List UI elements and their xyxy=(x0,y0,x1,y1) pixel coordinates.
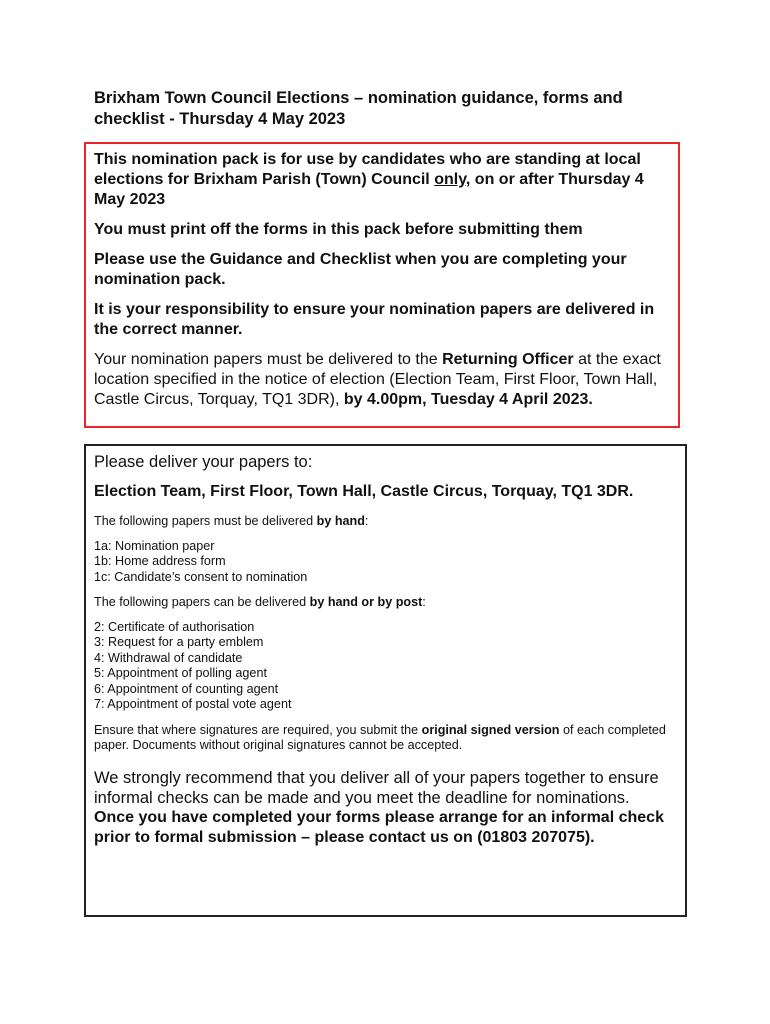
notice-scope-only: only, xyxy=(434,171,471,188)
informal-check-contact: Once you have completed your forms please arrange for an informal check prior to formal submission – please contact us on (01803 207075). xyxy=(94,808,664,846)
notice-scope-text-start: This nomination pack is for use by candidates who are standing at local elections for Brixham Parish (Town) Council xyxy=(94,151,641,188)
notice-use-guidance: Please use the Guidance and Checklist when you are completing your nomination pack. xyxy=(94,251,627,288)
list-item: 3: Request for a party emblem xyxy=(94,635,264,649)
hand-or-post-emphasis: by hand or by post xyxy=(309,595,423,609)
delivery-address: Election Team, First Floor, Town Hall, Castle Circus, Torquay, TQ1 3DR. xyxy=(94,483,634,500)
hand-or-post-intro-text: The following papers can be delivered xyxy=(94,595,310,609)
signatures-text-start: Ensure that where signatures are required, you submit the xyxy=(94,722,422,737)
by-hand-intro xyxy=(94,514,677,530)
delivery-info-box xyxy=(84,444,687,917)
by-hand-intro-text: The following papers must be delivered xyxy=(94,514,317,528)
by-hand-emphasis: by hand xyxy=(316,514,365,528)
page-title: Brixham Town Council Elections – nomination guidance, forms and checklist - Thursday 4 May 2023 xyxy=(94,89,623,128)
notice-scope-text-end: on or after Thursday 4 May 2023 xyxy=(94,171,644,208)
notice-delivery-location: at the exact location specified in the notice of election (Election Team, First Floor, Town Hall, Castle Circus, Torquay, TQ1 3DR), xyxy=(94,351,661,408)
list-item: 5: Appointment of polling agent xyxy=(94,666,267,680)
notice-delivery-instructions xyxy=(94,350,670,410)
signatures-emphasis: original signed version xyxy=(421,722,560,737)
list-item: 7: Appointment of postal vote agent xyxy=(94,697,292,711)
list-item: 1b: Home address form xyxy=(94,554,226,568)
hand-or-post-list xyxy=(94,620,677,713)
hand-or-post-colon: : xyxy=(422,595,426,609)
notice-responsibility: It is your responsibility to ensure your nomination papers are delivered in the correct manner. xyxy=(94,301,655,338)
notice-print-forms: You must print off the forms in this pack before submitting them xyxy=(94,221,583,238)
hand-or-post-intro xyxy=(94,595,677,611)
signatures-text-end: of each completed paper. Documents without original signatures cannot be accepted. xyxy=(94,722,666,752)
notice-returning-officer: Returning Officer xyxy=(442,351,574,368)
notice-delivery-text-start: Your nomination papers must be delivered to the xyxy=(94,351,443,368)
list-item: 2: Certificate of authorisation xyxy=(94,619,255,634)
by-hand-list xyxy=(94,539,677,586)
list-item: 1c: Candidate’s consent to nomination xyxy=(94,569,308,584)
by-hand-colon: : xyxy=(364,514,369,528)
list-item: 1a: Nomination paper xyxy=(94,538,215,553)
notice-scope-paragraph xyxy=(94,150,670,210)
notice-deadline: by 4.00pm, Tuesday 4 April 2023. xyxy=(343,391,593,408)
nomination-notice-box xyxy=(84,142,680,428)
list-item: 6: Appointment of counting agent xyxy=(94,681,279,696)
delivery-lead: Please deliver your papers to: xyxy=(94,453,313,471)
signatures-note xyxy=(94,723,677,754)
recommendation-text: We strongly recommend that you deliver all of your papers together to ensure informal checks can be made and you meet the deadline for nominations. xyxy=(94,768,659,807)
list-item: 4: Withdrawal of candidate xyxy=(94,650,243,665)
